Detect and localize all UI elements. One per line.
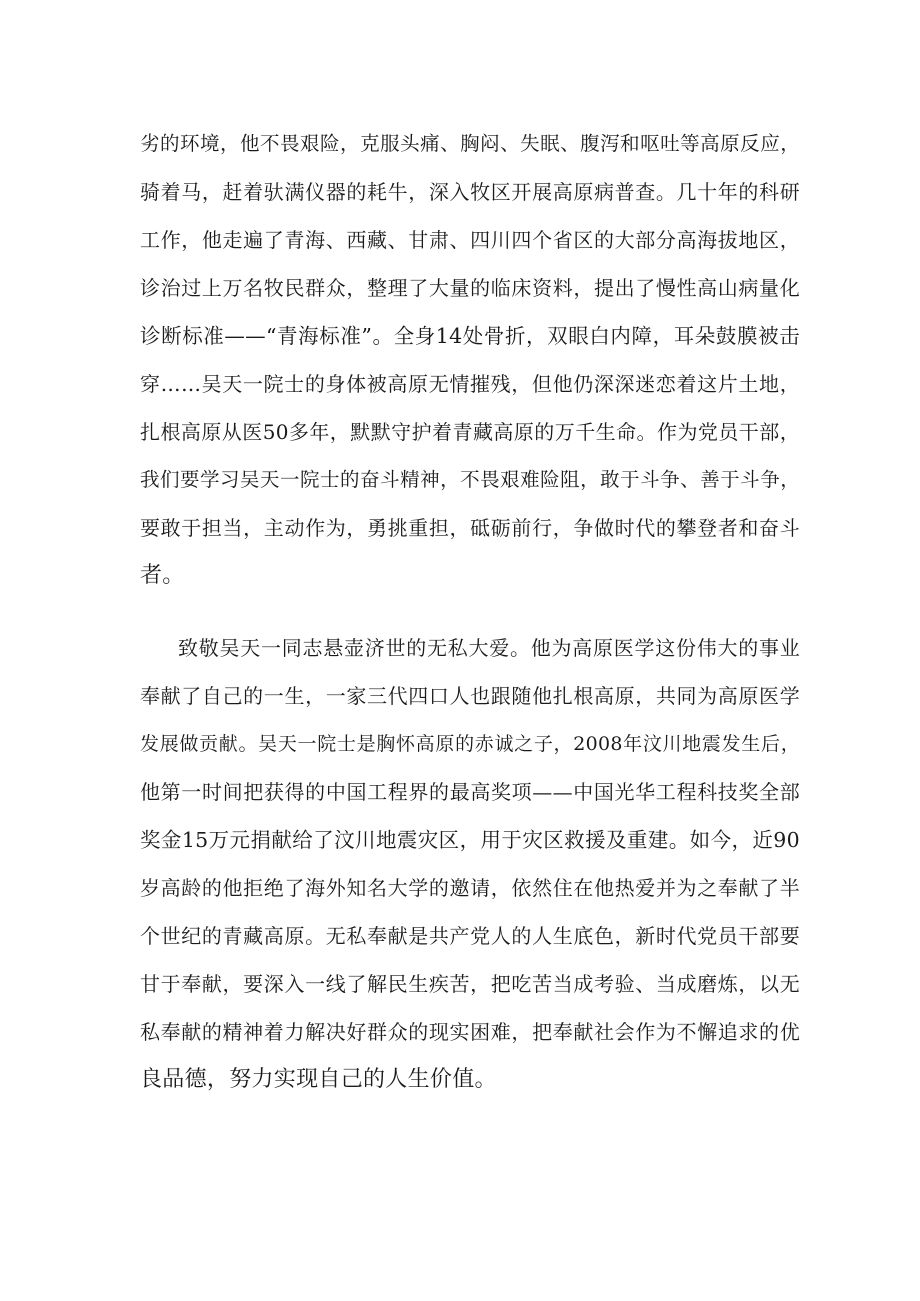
paragraph-1-line-4: 诊治过上万名牧民群众，整理了大量的临床资料，提出了慢性高山病量化: [140, 276, 800, 300]
paragraph-2-line-5: 奖金15万元捐献给了汶川地震灾区，用于灾区救援及重建。如今，近90: [140, 828, 800, 852]
paragraph-2-line-6: 岁高龄的他拒绝了海外知名大学的邀请，依然住在他热爱并为之奉献了半: [140, 876, 800, 900]
paragraph-2-line-1: 致敬吴天一同志悬壶济世的无私大爱。他为高原医学这份伟大的事业: [178, 636, 800, 660]
paragraph-1-line-1: 劣的环境，他不畏艰险，克服头痛、胸闷、失眠、腹泻和呕吐等高原反应，: [140, 132, 800, 155]
paragraph-2-line-2: 奉献了自己的一生，一家三代四口人也跟随他扎根高原，共同为高原医学: [140, 684, 800, 708]
paragraph-2-line-10: 良品德，努力实现自己的人生价值。: [140, 1067, 497, 1092]
paragraph-2-line-3: 发展做贡献。吴天一院士是胸怀高原的赤诚之子，2008年汶川地震发生后，: [140, 733, 800, 755]
paragraph-2-line-4: 他第一时间把获得的中国工程界的最高奖项——中国光华工程科技奖全部: [140, 780, 800, 804]
paragraph-2-line-7: 个世纪的青藏高原。无私奉献是共产党人的人生底色，新时代党员干部要: [140, 924, 800, 948]
paragraph-2-line-9: 私奉献的精神着力解决好群众的现实困难，把奉献社会作为不懈追求的优: [140, 1020, 800, 1044]
paragraph-1-line-2: 骑着马，赶着驮满仪器的耗牛，深入牧区开展高原病普查。几十年的科研: [140, 180, 800, 204]
paragraph-1-line-7: 扎根高原从医50多年，默默守护着青藏高原的万千生命。作为党员干部，: [140, 420, 800, 444]
paragraph-1-line-3: 工作，他走遍了青海、西藏、甘肃、四川四个省区的大部分高海拔地区，: [140, 228, 800, 252]
paragraph-1-line-10: 者。: [140, 563, 185, 588]
paragraph-1-line-5: 诊断标准——“青海标准”。全身14处骨折，双眼白内障，耳朵鼓膜被击: [140, 324, 800, 348]
paragraph-1-line-6: 穿……吴天一院士的身体被高原无情摧残，但他仍深深迷恋着这片土地，: [140, 372, 800, 396]
paragraph-1-line-9: 要敢于担当，主动作为，勇挑重担，砥砺前行，争做时代的攀登者和奋斗: [140, 516, 800, 540]
paragraph-2-line-8: 甘于奉献，要深入一线了解民生疾苦，把吃苦当成考验、当成磨炼，以无: [140, 972, 800, 996]
paragraph-1-line-8: 我们要学习吴天一院士的奋斗精神，不畏艰难险阻，敢于斗争、善于斗争，: [140, 468, 800, 491]
